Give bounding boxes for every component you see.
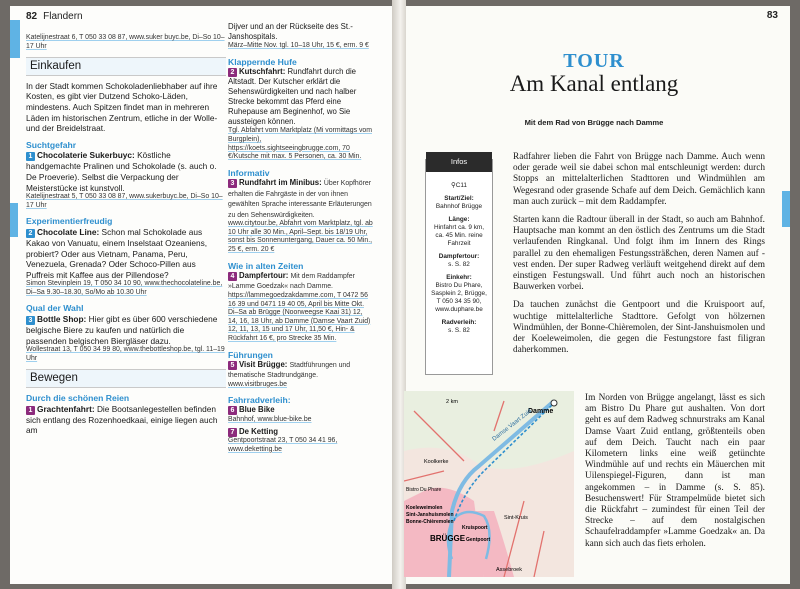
activity-entry [228,271,373,292]
map-label-city: BRÜGGE [430,534,466,543]
info-value: s. S. 82 [448,261,470,268]
tour-text-continued [585,393,765,550]
info-label: Dampfertour: [438,253,480,260]
section-heading-moving: Bewegen [26,369,226,388]
tour-title-block [424,50,764,97]
category-heading: Suchtgefahr [26,139,77,150]
info-value: Bistro Du Phare, Sasplein 2, Brügge, T 050 34 35 90, www.duphare.be [431,282,487,313]
entry-contact: https://lammegoedzakdamme.com, T 0472 56 16 39 und 0471 19 40 05, April bis Mitte Okt. Di–Sa ab Brügge (Noorweegse Kaai 31) 12, 14, 16, 18 Uhr, ab Damme (Damse Vaart Zuid) 12, 11, 13, 15 und 17 Uhr, 11,50 €, Hin- & Rückfahrt 16 €, pro Strecke 35 Min. [228,291,371,342]
map-label: Sint-Janshuismolen [406,512,454,518]
top-contact: Katelijnestraat 6, T 050 33 08 87, www.suker buyc.be, Di–So 10–17 Uhr [26,34,225,50]
info-value: Bahnhof Brügge [435,203,483,210]
category-heading: Fahrradverleih: [228,395,291,406]
info-label: Länge: [448,216,470,223]
map-label: Koolkerke [424,459,449,465]
marker-badge: 3 [228,179,237,188]
entry-title: Rundfahrt im Minibus: [239,177,322,187]
entry-contact: Simon Stevinplein 19, T 050 34 10 90, www.thechocolateline.be, Di–Sa 9.30–18.30, So/Mo ab 10.30 Uhr [26,280,223,296]
category-heading: Qual der Wahl [26,303,84,314]
entry-title: Chocolaterie Sukerbuyc: [37,150,135,161]
entry-text: Die Bootsanlegestellen befinden sich entlang des Rozenhoedkaai, einige liegen auch am [26,403,218,436]
urban-area [404,488,484,577]
tour-title: Am Kanal entlang [509,71,679,96]
tour-subtitle: Mit dem Rad von Brügge nach Damme [524,118,664,127]
section-tab-left [10,203,18,237]
entry-title: Kutschfahrt: [239,66,286,76]
chapter-tab-right [782,191,790,227]
map-label: Bistro Du Phare [406,487,442,493]
category-heading: Durch die schönen Reien [26,393,130,404]
marker-badge: 6 [228,406,237,415]
left-column-2 [228,22,373,454]
activity-entry [228,178,373,220]
paragraph: Starten kann die Radtour überall in der Stadt, so auch am Bahnhof. Hauptsache man kommt an den östlich des Zentrums um die Stadt verlaufenden Ringkanal. Und folgt ihm im Innern des Rings parallel zu den ehemaligen Festungssträßchen, deren Namen auf -vest enden. Der super Radweg verläuft weitgehend direkt auf dem einstigen Festungswall. Und führt auch noch an historischen Bauwerken vorbei. [513,215,765,293]
map-scale: 2 km [446,399,458,405]
marker-badge: 1 [26,152,35,161]
entry-contact: Tgl. Abfahrt vom Marktplatz (Mi vormittags vom Burgplein), https://koets.sightseeingbrugge.com, 70 €/Kutsche mit max. 5 Personen, ca. 30 Min. [228,127,372,161]
map-label: Koeleweimolen [406,505,443,511]
marker-badge: 4 [228,272,237,281]
paragraph: Da tauchen zunächst die Gentpoort und die Kruispoort auf, wuchtige mittelalterliche Stadttore. Gefolgt von hölzernen Windmühlen, der Bonne-Chièremolen, der Sint-Janshuismolen und der Koeleweimolen, die gegen die Festungstore fast filigran daherkommen. [513,300,765,356]
map-label: Assebroek [496,567,522,573]
location-pin-icon: ⚲ [451,182,456,189]
shop-entry [26,150,226,193]
category-heading: Informativ [228,167,270,178]
section-heading-shopping: Einkaufen [26,57,226,76]
map-label-damme: Damme [528,408,554,415]
shop-entry [26,314,226,346]
marker-badge: 7 [228,428,237,437]
entry-title: Blue Bike [239,405,275,415]
route-map [404,391,574,577]
map-label: Gentpoort [466,537,491,543]
info-label: Start/Ziel: [444,195,474,202]
info-label: Einkehr: [446,274,472,281]
chapter-name: Flandern [43,11,83,22]
tour-tag: TOUR [563,50,625,72]
right-page-number: 83 [766,10,778,21]
activity-entry [26,404,226,436]
map-grid-ref [429,182,489,190]
map-label-canal: Damse Vaart Zuid [491,408,533,443]
left-page-number: 82 [26,11,38,22]
entry-contact: Katelijnestraat 5, T 050 33 08 87, www.sukerbuyc.be, Di–So 10–17 Uhr [26,193,223,209]
category-heading: Führungen [228,349,273,360]
category-heading: Experimentierfreudig [26,216,113,227]
left-running-head [26,11,83,22]
entry-title: Visit Brügge: [239,359,288,369]
activity-entry [228,360,373,381]
category-heading: Klappernde Hufe [228,56,297,67]
grid-code: C11 [455,182,467,189]
entry-text: Köstliche handgemachte Pralinen und Schokolade (s. auch o. De Proeverie). Selbst die Verpackung der Meisterstücke ist kunstvoll. [26,150,217,193]
marker-badge: 3 [26,316,35,325]
info-value: Hinfahrt ca. 9 km, ca. 45 Min. reine Fahrzeit [433,224,485,247]
entry-title: Grachtenfahrt: [37,403,95,414]
activity-entry [228,427,373,437]
entry-text: Mit dem Raddampfer »Lamme Goedzak« nach Damme. [228,272,355,291]
entry-title: Dampfertour: [239,270,289,280]
map-label: Sint-Kruis [504,515,528,521]
marker-badge: 1 [26,406,35,415]
marker-badge: 2 [26,229,35,238]
entry-contact: März–Mitte Nov. tgl. 10–18 Uhr, 15 €, erm. 9 € [228,42,369,50]
marker-badge: 5 [228,361,237,370]
info-box [425,159,493,375]
damme-marker [551,400,557,406]
info-box-heading: Infos [426,152,492,172]
paragraph: Radfahrer lieben die Fahrt von Brügge nach Damme. Auch wenn oder gerade weil sie dabei schon mal entschleunigt werden: durch Stopps an mittelalterlichen Stadttoren und Windmühlen am Wegesrand oder grasende Schafe auf dem Deich. Gemächlich kann man auch zurück – mit dem Raddampfer. [513,152,765,207]
chapter-tab-left [10,20,20,58]
info-value: s. S. 82 [448,327,470,334]
entry-contact: Bahnhof, www.blue-bike.be [228,415,312,423]
shop-entry [26,227,226,280]
map-label: Kruispoort [462,525,488,531]
left-column-1 [26,34,226,436]
activity-entry [228,405,373,415]
category-heading: Wie in alten Zeiten [228,260,304,271]
map-label: Bonne-Chièremolen [406,519,454,525]
activity-entry [228,67,373,128]
entry-text: Dijver und an der Rückseite des St.-Janshospitals. [228,22,353,42]
paragraph: Im Norden von Brügge angelangt, lässt es sich am Bistro Du Phare gut aushalten. Von dort geht es auf dem Radweg schnurstraks am Kanal Damse Vaart Zuid entlang, größtenteils oben auf dem Deich. Taucht nach ein paar Kilometern links eine weiß getünchte Windmühle auf und rechts ein Mäuerchen mit Uilenspiegel-Figuren, dann ist man angekommen – in Damme (s. S. 85). Besuchenswert! Für Strampelmüde bietet sich die Rückfahrt – zumindest für einen Teil der Strecke – auf dem nostalgischen Schaufelraddampfer »Lamme Goedzak« an. Da kann sich auch das fiets erholen. [585,393,765,549]
info-label: Radverleih: [441,319,477,326]
entry-contact: Gentpoortstraat 23, T 050 34 41 96, www.deketting.be [228,437,338,453]
entry-text: Stadtführungen und thematische Stadtrundgänge. [228,361,351,380]
entry-title: Chocolate Line: [37,226,100,237]
entry-contact: Wollestraat 13, T 050 34 99 80, www.thebottleshop.be, tgl. 11–19 Uhr [26,346,225,362]
entry-contact: www.citytour.be, Abfahrt vom Marktplatz, tgl. ab 10 Uhr alle 30 Min., April–Sept. bis 18/19 Uhr, sonst bis Sonnenuntergang, Dauer ca. 50 Min., 25 €, erm. 20 € [228,220,373,254]
entry-text: Über Kopfhörer erhalten die Fahrgäste in der von ihnen gewählten Sprache interessante Erläuterungen zu den Sehenswürdigkeiten. [228,179,372,219]
shopping-intro: In der Stadt kommen Schokoladenliebhaber auf ihre Kosten, es gibt vier Dutzend Schoko-Läden, mindestens. Auch Spitzen findet man in mehreren Läden im historischen Zentrum, etliche in der Wolle- und der Breidelstraat. [26,80,218,134]
tour-text [513,152,765,363]
entry-text: Rundfahrt durch die Altstadt. Der Kutscher erklärt die Sehenswürdigkeiten und nach halber Strecke bekommt das Pferd eine Ruhepause am Beginenhof, wo Sie aussteigen können. [228,66,357,127]
entry-text: Hier gibt es über 600 verschiedene belgische Biere zu kaufen und natürlich die passenden belgischen Biergläser dazu. [26,314,218,346]
entry-title: Bottle Shop: [37,314,87,325]
entry-text: Schon mal Schokolade aus Kakao von Vanuatu, einem Inselstaat Ozeaniens, probiert? Oder aus Vietnam, Panama, Peru, Venezuela, Grenada? Oder Schoco-Pillen aus Puffreis mit Kaffee aus der Pillendose? [26,226,208,280]
entry-title: De Ketting [239,427,278,437]
entry-contact: www.visitbruges.be [228,380,287,388]
info-box-body [429,180,489,335]
marker-badge: 2 [228,68,237,77]
